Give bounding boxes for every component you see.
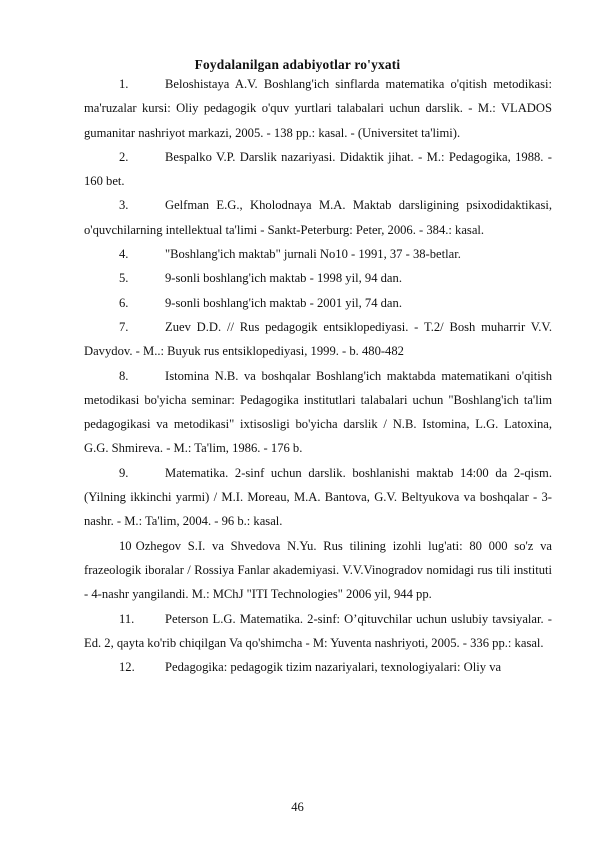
reference-text: Istomina N.B. va boshqalar Boshlang'ich maktabda matematikani o'qitish metodikasi bo'yicha seminar: Pedagogika institutlari talabalari uchun "Boshlang'ich ta'lim pedagogikasi va metodikasi" ixtisosligi bo'yicha darslik / N.B. Istomina, L.G. Latoxina, G.G. Shmireva. - M.: Ta'lim, 1986. - 176 b.	[84, 368, 552, 456]
reference-text: Matematika. 2-sinf uchun darslik. boshlanishi maktab 14:00 da 2-qism. (Yilning ikkinchi yarmi) / M.I. Moreau, M.A. Bantova, G.V. Beltyukova va boshqalar - 3-nashr. - M.: Ta'lim, 2004. - 96 b.: kasal.	[84, 465, 552, 529]
reference-item	[84, 655, 552, 679]
reference-number: 6.	[119, 295, 129, 310]
reference-number: 9.	[119, 465, 129, 480]
reference-item	[84, 291, 552, 315]
reference-item	[84, 242, 552, 266]
reference-number: 2.	[119, 149, 129, 164]
reference-item	[84, 193, 552, 242]
reference-text: Gelfman E.G., Kholodnaya M.A. Maktab darsligining psixodidaktikasi, o'quvchilarning intellektual ta'limi - Sankt-Peterburg: Peter, 2006. - 384.: kasal.	[84, 198, 552, 237]
reference-item	[84, 364, 552, 461]
reference-item	[84, 266, 552, 290]
reference-number: 8.	[119, 368, 129, 383]
reference-number: 11.	[119, 611, 135, 626]
reference-number: 4.	[119, 247, 129, 262]
reference-text: Bespalko V.P. Darslik nazariyasi. Didaktik jihat. - M.: Pedagogika, 1988. - 160 bet.	[84, 149, 552, 189]
reference-number: 1.	[119, 77, 129, 91]
reference-text: 9-sonli boshlang'ich maktab - 2001 yil, 74 dan.	[165, 295, 402, 310]
reference-item	[84, 315, 552, 364]
page-number: 46	[291, 800, 304, 814]
reference-list	[84, 72, 552, 679]
reference-number: 7.	[119, 319, 129, 334]
reference-item	[84, 145, 552, 194]
reference-text: Zuev D.D. // Rus pedagogik entsiklopediyasi. - T.2/ Bosh muharrir V.V. Davydov. - M..: Buyuk rus entsiklopediyasi, 1999. - b. 480-482	[84, 319, 552, 359]
reference-text: Peterson L.G. Matematika. 2-sinf: O’qituvchilar uchun uslubiy tavsiyalar. - Ed. 2, qayta ko'rib chiqilgan Va qo'shimcha - M: Yuventa nashriyoti, 2005. - 336 pp.: kasal.	[84, 611, 552, 650]
reference-text: Beloshistaya A.V. Boshlang'ich sinflarda matematika o'qitish metodikasi: ma'ruzalar kursi: Oliy pedagogik o'quv yurtlari talabalari uchun darslik. - M.: VLADOS gumanitar nashriyot markazi, 2005. - 138 pp.: kasal. - (Universitet ta'limi).	[84, 77, 552, 140]
reference-number: 10	[119, 538, 132, 553]
reference-item	[84, 534, 552, 607]
page-title: Foydalanilgan adabiyotlar ro'yxati	[194, 57, 401, 72]
reference-number: 12.	[119, 660, 135, 675]
reference-item	[84, 461, 552, 534]
reference-item	[84, 72, 552, 145]
reference-number: 5.	[119, 271, 129, 286]
reference-text: Pedagogika: pedagogik tizim nazariyalari, texnologiyalari: Oliy va	[165, 660, 502, 675]
reference-text: "Boshlang'ich maktab" jurnali No10 - 1991, 37 - 38-betlar.	[165, 247, 461, 262]
reference-number: 3.	[119, 198, 129, 213]
reference-text: Ozhegov S.I. va Shvedova N.Yu. Rus tilining izohli lug'ati: 80 000 so'z va frazeologik iboralar / Rossiya Fanlar akademiyasi. V.V.Vinogradov nomidagi rus tili instituti - 4-nashr yangilandi. M.: MChJ "ITI Technologies" 2006 yil, 944 pp.	[84, 538, 552, 602]
reference-text: 9-sonli boshlang'ich maktab - 1998 yil, 94 dan.	[165, 271, 402, 286]
reference-item	[84, 607, 552, 656]
